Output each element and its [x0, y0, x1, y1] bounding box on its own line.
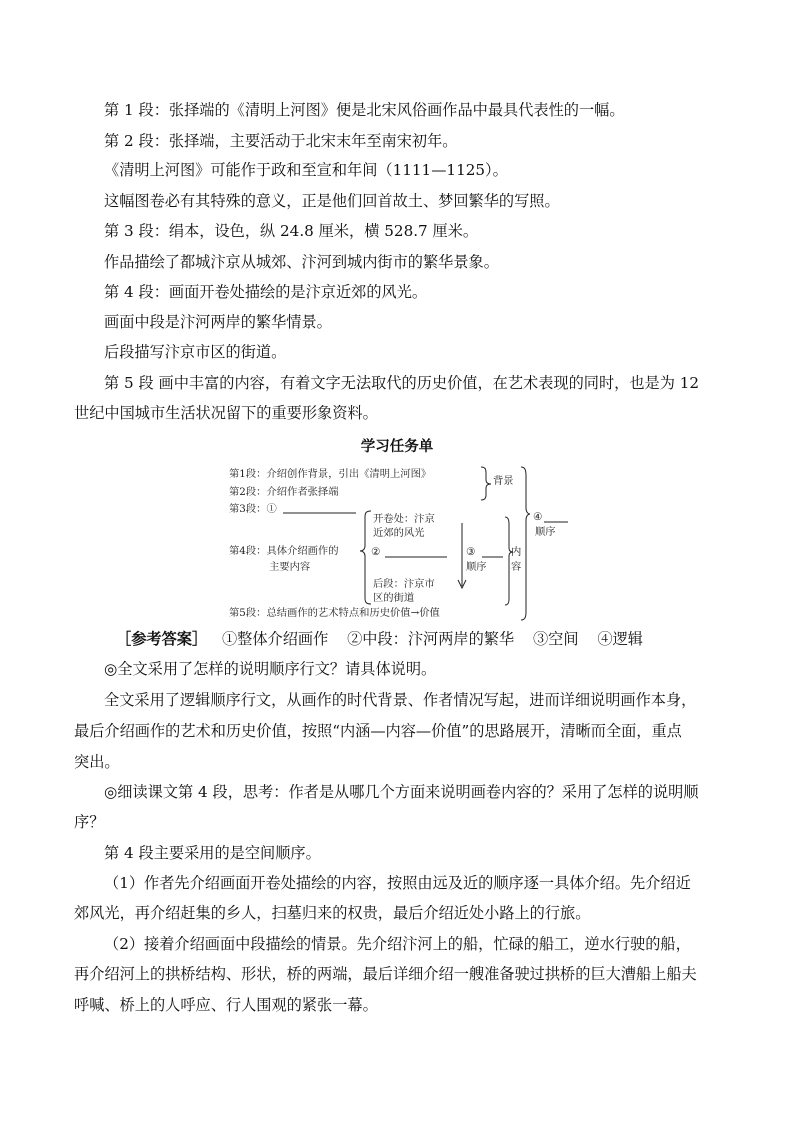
answer-2-lead: 第 4 段主要采用的是空间顺序。 [104, 844, 321, 862]
order-word: 顺序 [466, 561, 487, 573]
kaijuan-line1: 开卷处：汴京 [373, 513, 435, 525]
answer-item: ②中段：汴河两岸的繁华 [347, 630, 515, 648]
reference-answer-label: ［参考答案］ [116, 630, 208, 648]
paragraph-line: 第 1 段：张择端的《清明上河图》便是北宋风俗画作品中最具代表性的一幅。 [104, 101, 625, 119]
answer-2-p2-line: 呼喊、桥上的人呼应、行人围观的紧张一幕。 [74, 996, 378, 1014]
brace-part4 [360, 511, 371, 604]
logic-word: 顺序 [535, 526, 556, 538]
row-3: 第3段：① [229, 503, 277, 515]
paragraph-line: 《清明上河图》可能作于政和至宣和年间（1111—1125）。 [104, 161, 508, 179]
reference-answer [116, 628, 643, 650]
answer-1-line: 最后介绍画作的艺术和历史价值，按照“内涵—内容—价值”的思路展开，清晰而全面，重点 [74, 722, 682, 740]
paragraph-line: 第 5 段 画中丰富的内容，有着文字无法取代的历史价值，在艺术表现的同时，也是为 12 [104, 374, 700, 392]
paragraph-line: 世纪中国城市生活状况留下的重要形象资料。 [74, 404, 378, 422]
answer-item: ③空间 [532, 630, 579, 648]
paragraph-line: 画面中段是汴河两岸的繁华情景。 [104, 313, 332, 331]
answer-item: ④逻辑 [597, 630, 643, 648]
middle-label: ② [371, 546, 381, 558]
answer-1-line: 全文采用了逻辑顺序行文，从画作的时代背景、作者情况写起，进而详细说明画作本身， [104, 691, 697, 709]
content-char-1: 内 [511, 546, 522, 558]
order-num: ③ [466, 546, 476, 558]
houduan-line1: 后段：汴京市 [373, 578, 435, 590]
row-2: 第2段：介绍作者张择端 [229, 486, 339, 498]
houduan-line2: 区的街道 [373, 592, 415, 604]
brace-background [481, 467, 491, 500]
answer-2-p1-line: （1）作者先介绍画面开卷处描绘的内容，按照由远及近的顺序逐一具体介绍。先介绍近 [104, 874, 691, 892]
paragraph-line: 后段描写汴京市区的街道。 [104, 343, 287, 361]
paragraph-line: 第 3 段：绢本，设色，纵 24.8 厘米，横 528.7 厘米。 [104, 222, 479, 240]
paragraph-line: 第 4 段：画面开卷处描绘的是汴京近郊的风光。 [104, 283, 428, 301]
answer-2-p1-line: 郊风光，再介绍赶集的乡人，扫墓归来的权贵，最后介绍近处小路上的行旅。 [74, 904, 591, 922]
logic-num: ④ [533, 511, 543, 523]
answer-1-line: 突出。 [74, 753, 120, 771]
row-4: 第4段：具体介绍画作的 [229, 545, 339, 557]
task-sheet-title: 学习任务单 [360, 439, 434, 455]
answer-2-p2-line: 再介绍河上的拱桥结构、形状，桥的两端，最后详细介绍一艘准备驶过拱桥的巨大漕船上船夫 [74, 965, 697, 983]
paragraph-line: 这幅图卷必有其特殊的意义，正是他们回首故土、梦回繁华的写照。 [104, 192, 560, 210]
answer-2-p2-line: （2）接着介绍画面中段描绘的情景。先介绍汴河上的船，忙碌的船工，逆水行驶的船， [104, 935, 691, 953]
background-label: 背景 [493, 475, 514, 487]
content-char-2: 容 [511, 561, 522, 573]
answer-item: ①整体介绍画作 [221, 630, 329, 648]
question-1: ◎全文采用了怎样的说明顺序行文？请具体说明。 [104, 660, 437, 678]
paragraph-line: 第 2 段：张择端，主要活动于北宋末年至南宋初年。 [104, 132, 458, 150]
paragraph-line: 作品描绘了都城汴京从城郊、汴河到城内街市的繁华景象。 [104, 253, 499, 271]
row-5: 第5段：总结画作的艺术特点和历史价值→价值 [229, 607, 440, 619]
row-1: 第1段：介绍创作背景，引出《清明上河图》 [229, 468, 432, 480]
question-2-line: 序？ [74, 813, 105, 831]
brace-whole [521, 467, 530, 620]
row-4-b: 主要内容 [269, 561, 311, 573]
question-2-line: ◎细读课文第 4 段，思考：作者是从哪几个方面来说明画卷内容的？采用了怎样的说明顺 [104, 783, 699, 801]
kaijuan-line2: 近郊的风光 [373, 527, 425, 539]
